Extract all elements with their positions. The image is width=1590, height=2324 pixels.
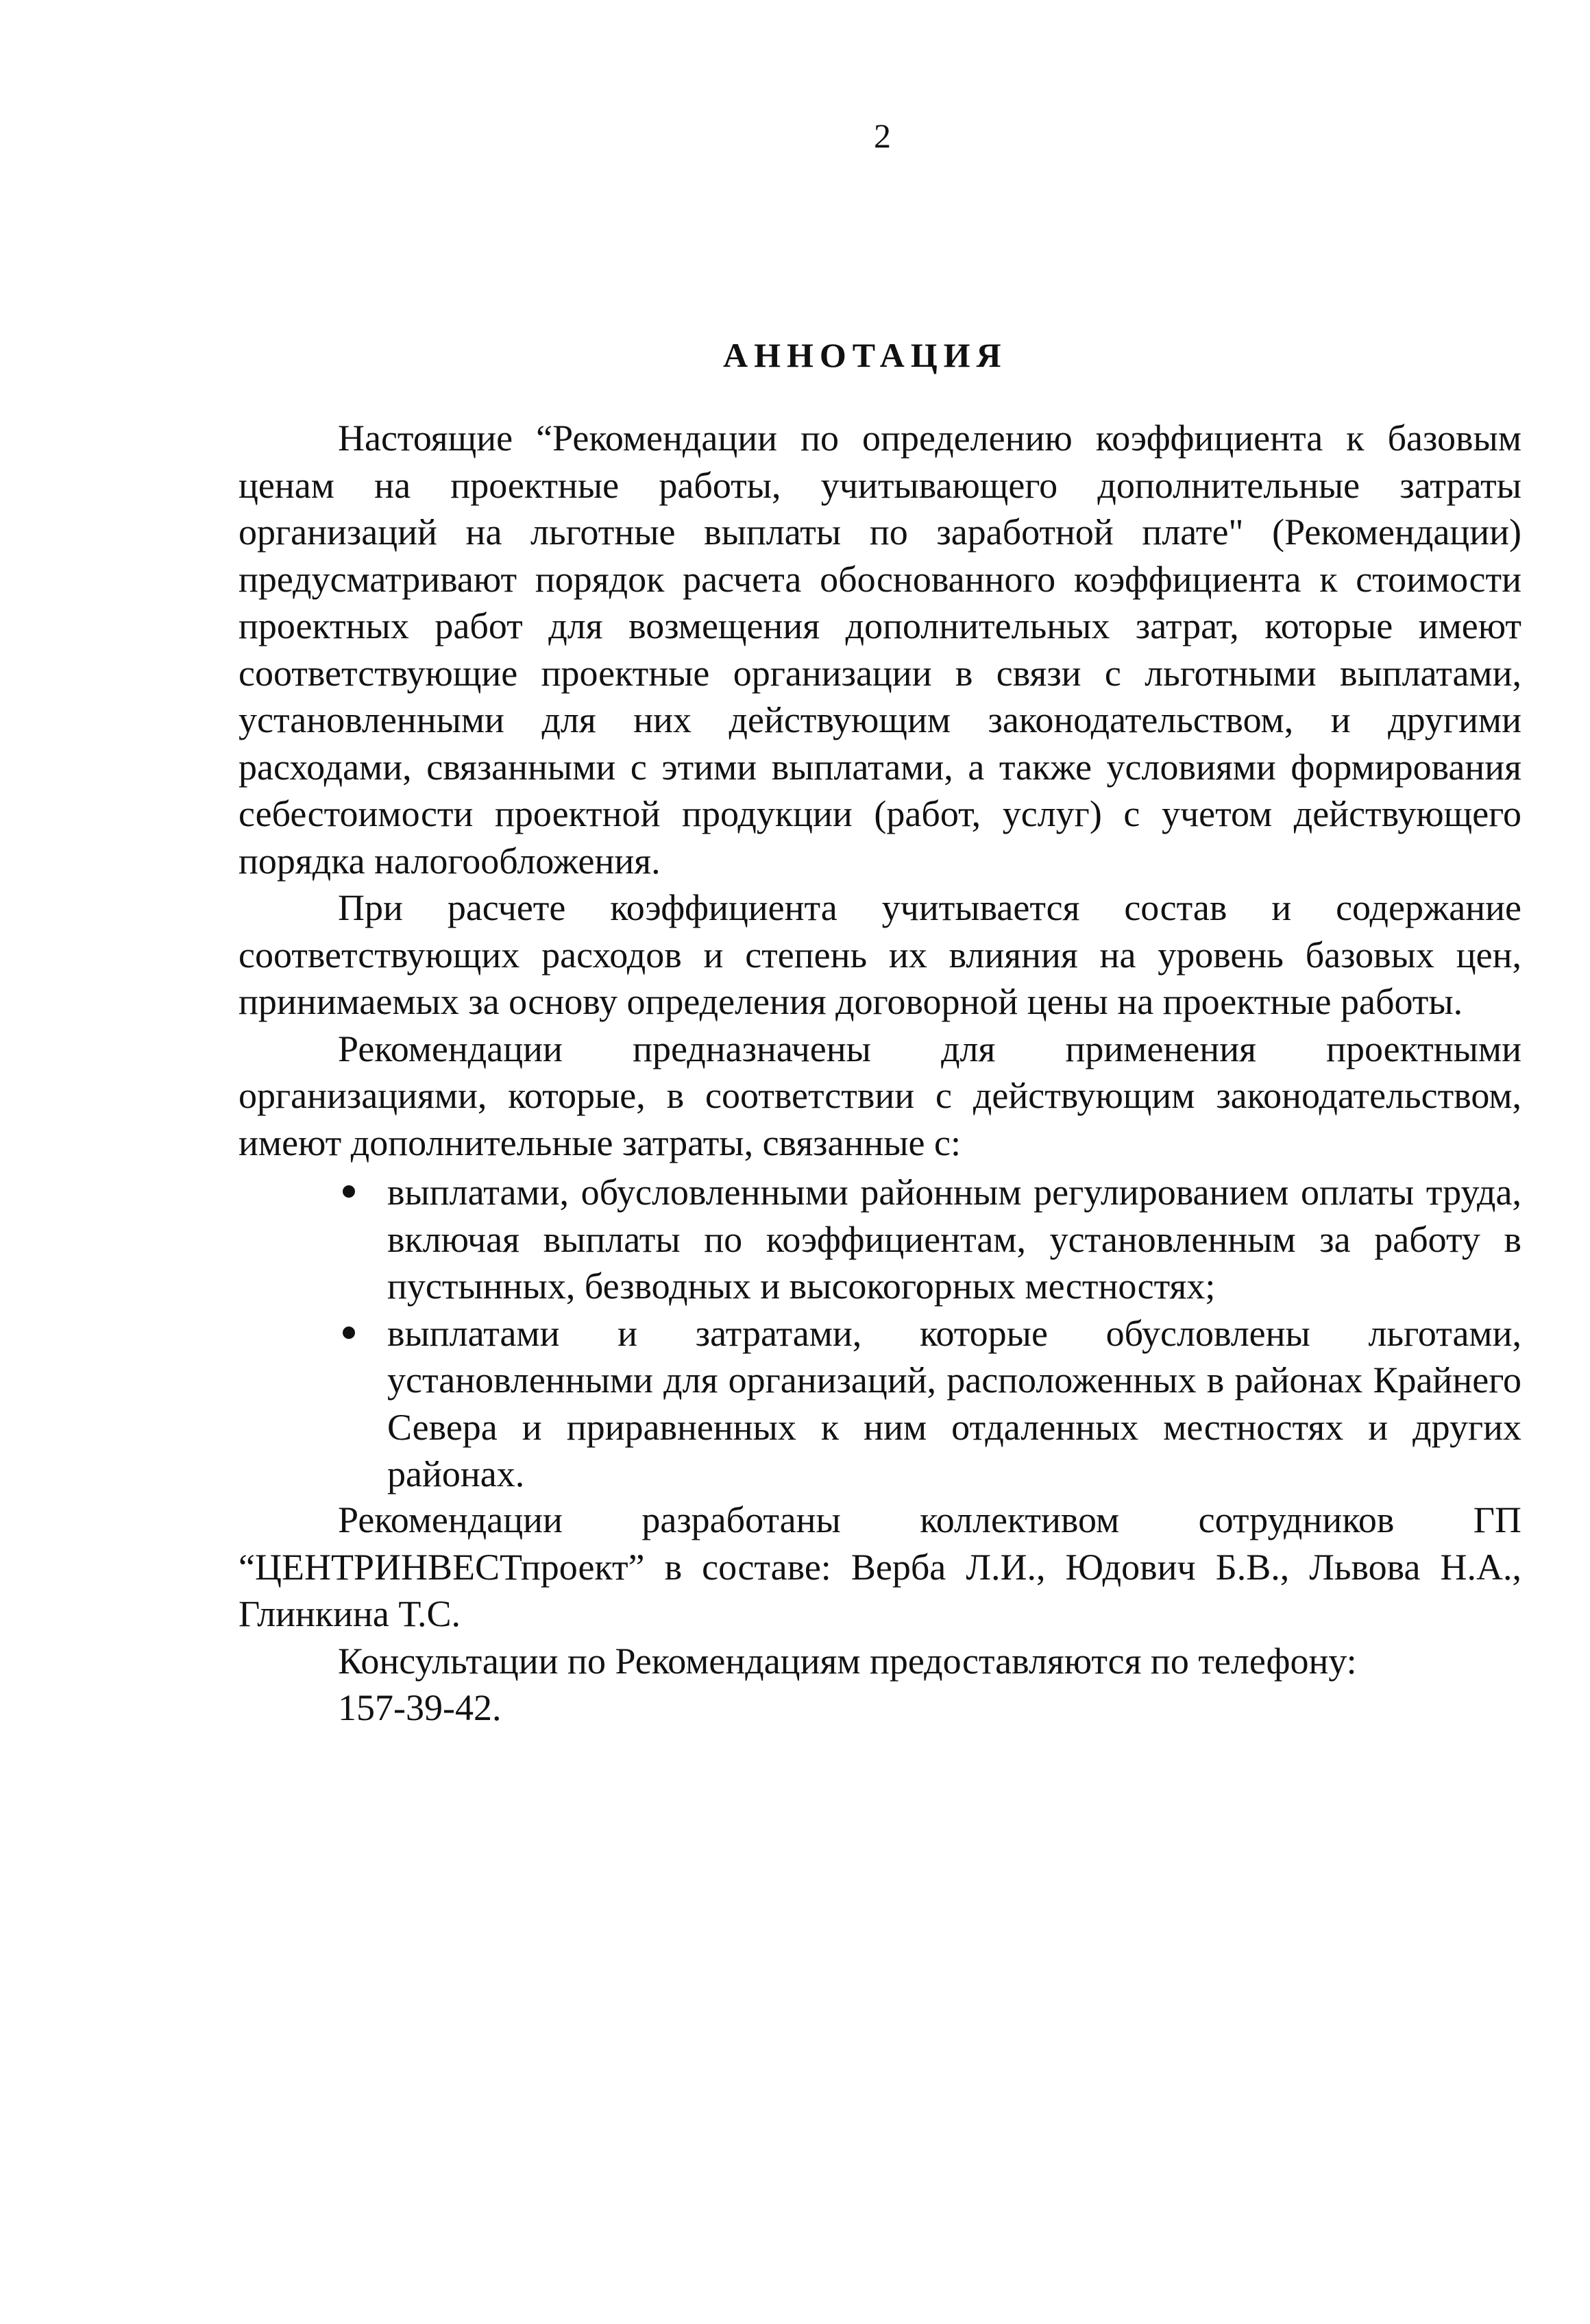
bullet-icon — [343, 1185, 355, 1198]
annotation-footer — [238, 1497, 1521, 1732]
paragraph: Рекомендации предназначены для применения проектными организациями, которые, в соответствии с действующим законодательством, имеют дополнительные затраты, связанные с: — [238, 1028, 1521, 1163]
paragraph: Настоящие “Рекомендации по определению коэффициента к базовым ценам на проектные работы, учитывающего дополнительные затраты организаций на льготные выплаты по заработной плате" (Рекомендации) предусматривают порядок расчета обоснованного коэффициента к стоимости проектных работ для возмещения дополнительных затрат, которые имеют соответствующие проектные организации в связи с льготными выплатами, установленными для них действующим законодательством, и другими расходами, связанными с этими выплатами, а также условиями формирования себестоимости проектной продукции (работ, услуг) с учетом действующего порядка налогообложения. — [238, 417, 1521, 882]
paragraph: При расчете коэффициента учитывается состав и содержание соответствующих расходов и степень их влияния на уровень базовых цен, принимаемых за основу определения договорной цены на проектные работы. — [238, 887, 1521, 1022]
bullet-icon — [343, 1327, 355, 1339]
list-item-text: выплатами и затратами, которые обусловлены льготами, установленными для организаций, расположенных в районах Крайнего Севера и приравненных к ним отдаленных местностях и других районах. — [387, 1312, 1521, 1494]
list-item — [343, 1169, 1521, 1310]
bullet-list — [343, 1169, 1521, 1498]
document-title: АННОТАЦИЯ — [723, 336, 1007, 374]
annotation-body — [238, 415, 1521, 1166]
list-item — [343, 1310, 1521, 1498]
consultation-paragraph: Консультации по Рекомендациям предоставляются по телефону: — [338, 1640, 1357, 1682]
page-number: 2 — [874, 117, 891, 155]
authors-paragraph: Рекомендации разработаны коллективом сотрудников ГП “ЦЕНТРИНВЕСТпроект” в составе: Верба Л.И., Юдович Б.В., Львова Н.А., Глинкина Т.С. — [238, 1499, 1521, 1634]
phone-number: 157-39-42. — [338, 1687, 502, 1728]
list-item-text: выплатами, обусловленными районным регулированием оплаты труда, включая выплаты по коэффициентам, установленным за работу в пустынных, безводных и высокогорных местностях; — [387, 1172, 1521, 1307]
